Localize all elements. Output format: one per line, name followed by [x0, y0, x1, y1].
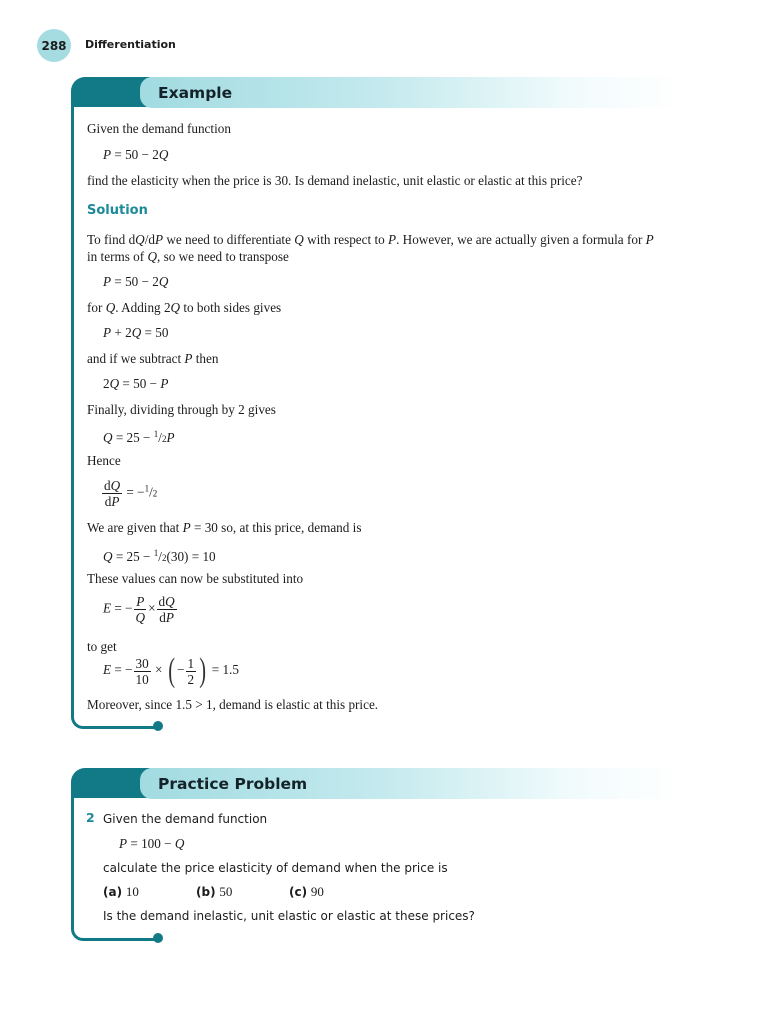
- example-intro: Given the demand function: [87, 121, 231, 136]
- practice-problem-number: 2: [86, 810, 95, 825]
- option-b-value: 50: [219, 884, 233, 899]
- solution-conclusion: Moreover, since 1.5 > 1, demand is elastic at this price.: [87, 697, 379, 712]
- solution-paragraph-line-2: in terms of Q, so we need to transpose: [87, 249, 289, 264]
- example-heading-band: [140, 77, 680, 108]
- page-number: 288: [41, 38, 67, 53]
- practice-option-c: [289, 884, 324, 900]
- option-c-label: (c): [289, 885, 308, 899]
- practice-tab-accent: [71, 768, 150, 798]
- solution-text-given: We are given that P = 30 so, at this price, demand is: [87, 520, 362, 535]
- option-b-label: (b): [196, 885, 216, 899]
- solution-text-subtract: and if we subtract P then: [87, 351, 219, 366]
- solution-paragraph-line-1: To find dQ/dP we need to differentiate Q with respect to P. However, we are actually given a formula for P: [87, 232, 654, 247]
- practice-option-a: [103, 884, 139, 900]
- equation-transpose: P = 50 − 2Q: [103, 274, 169, 289]
- example-tab-accent: [71, 77, 150, 107]
- practice-intro: Given the demand function: [103, 812, 268, 826]
- practice-followup: Is the demand inelastic, unit elastic or elastic at these prices?: [103, 909, 475, 923]
- example-box-end-dot: [153, 721, 163, 731]
- solution-text-substitute: These values can now be substituted into: [87, 571, 304, 586]
- example-heading: Example: [158, 83, 233, 102]
- option-a-value: 10: [125, 884, 139, 899]
- solution-text-divide: Finally, dividing through by 2 gives: [87, 402, 276, 417]
- equation-subtracted: 2Q = 50 − P: [103, 376, 169, 391]
- equation-added: P + 2Q = 50: [103, 325, 169, 340]
- equation-q-of-p: Q = 25 − $^1$/2P: [103, 429, 175, 445]
- equation-elasticity-result: E = − $\frac{30}{10}$ × ( − $\frac{1}{2}$ ) = 1.5: [103, 652, 239, 689]
- practice-heading: Practice Problem: [158, 774, 308, 793]
- example-question: find the elasticity when the price is 30. Is demand inelastic, unit elastic or elastic at this price?: [87, 173, 583, 188]
- solution-heading: Solution: [87, 203, 148, 218]
- equation-elasticity-formula: E = − $\frac{P}{Q}$ × $\frac{dQ}{dP}$: [103, 594, 175, 625]
- practice-demand-function: P = 100 − Q: [119, 836, 185, 851]
- practice-option-b: [196, 884, 232, 900]
- practice-question: calculate the price elasticity of demand when the price is: [103, 861, 448, 875]
- option-c-value: 90: [310, 884, 324, 899]
- option-a-label: (a): [103, 885, 123, 899]
- running-title: Differentiation: [85, 38, 176, 51]
- solution-text-hence: Hence: [87, 453, 121, 468]
- equation-derivative: $\frac{dQ}{dP}$ = −$^1$/2: [104, 478, 158, 509]
- equation-demand-value: Q = 25 − $^1$/2(30) = 10: [103, 548, 216, 564]
- practice-box-end-dot: [153, 933, 163, 943]
- solution-text-to-get: to get: [87, 639, 117, 654]
- practice-heading-band: [140, 768, 680, 799]
- page-number-badge: [37, 29, 71, 62]
- solution-text-adding: for Q. Adding 2Q to both sides gives: [87, 300, 282, 315]
- example-demand-function: P = 50 − 2Q: [103, 147, 169, 162]
